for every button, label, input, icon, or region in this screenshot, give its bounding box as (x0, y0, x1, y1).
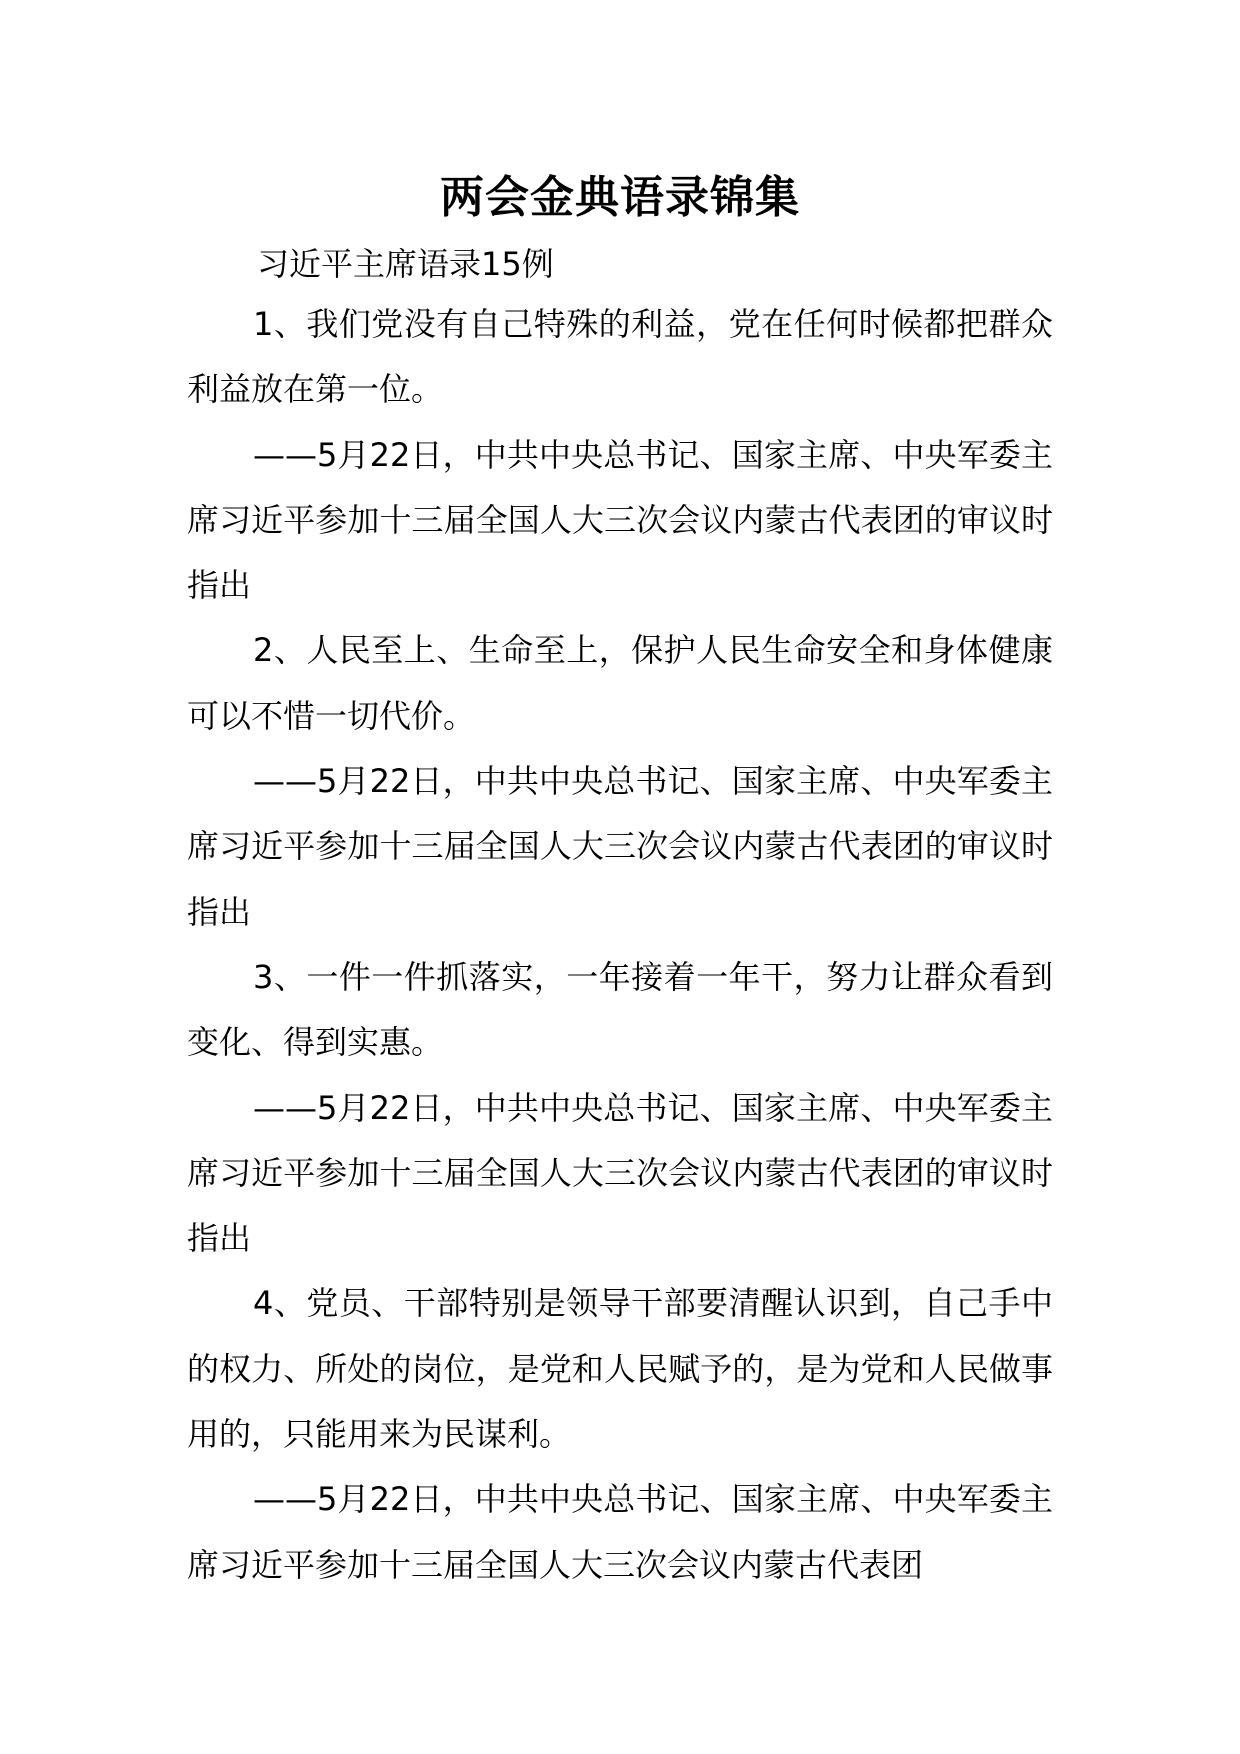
source-paragraph: ——5月22日，中共中央总书记、国家主席、中央军委主席习近平参加十三届全国人大三次会议内蒙古代表团的审议时指出 (187, 762, 1053, 931)
quote-paragraph: 2、人民至上、生命至上，保护人民生命安全和身体健康可以不惜一切代价。 (187, 631, 1053, 735)
document-body (187, 160, 1053, 1598)
document-subtitle: 习近平主席语录15例 (257, 245, 554, 283)
source-paragraph: ——5月22日，中共中央总书记、国家主席、中央军委主席习近平参加十三届全国人大三次会议内蒙古代表团的审议时指出 (187, 1088, 1053, 1258)
quote-paragraph: 3、一件一件抓落实，一年接着一年干，努力让群众看到变化、得到实惠。 (187, 957, 1053, 1062)
document-title: 两会金典语录锦集 (440, 172, 800, 223)
source-paragraph: ——5月22日，中共中央总书记、国家主席、中央军委主席习近平参加十三届全国人大三次会议内蒙古代表团 (187, 1480, 1053, 1584)
source-paragraph: ——5月22日，中共中央总书记、国家主席、中央军委主席习近平参加十三届全国人大三次会议内蒙古代表团的审议时指出 (187, 435, 1053, 605)
quote-paragraph: 1、我们党没有自己特殊的利益，党在任何时候都把群众利益放在第一位。 (187, 305, 1053, 409)
quote-paragraph: 4、党员、干部特别是领导干部要清醒认识到，自己手中的权力、所处的岗位，是党和人民赋予的，是为党和人民做事用的，只能用来为民谋利。 (187, 1284, 1053, 1454)
